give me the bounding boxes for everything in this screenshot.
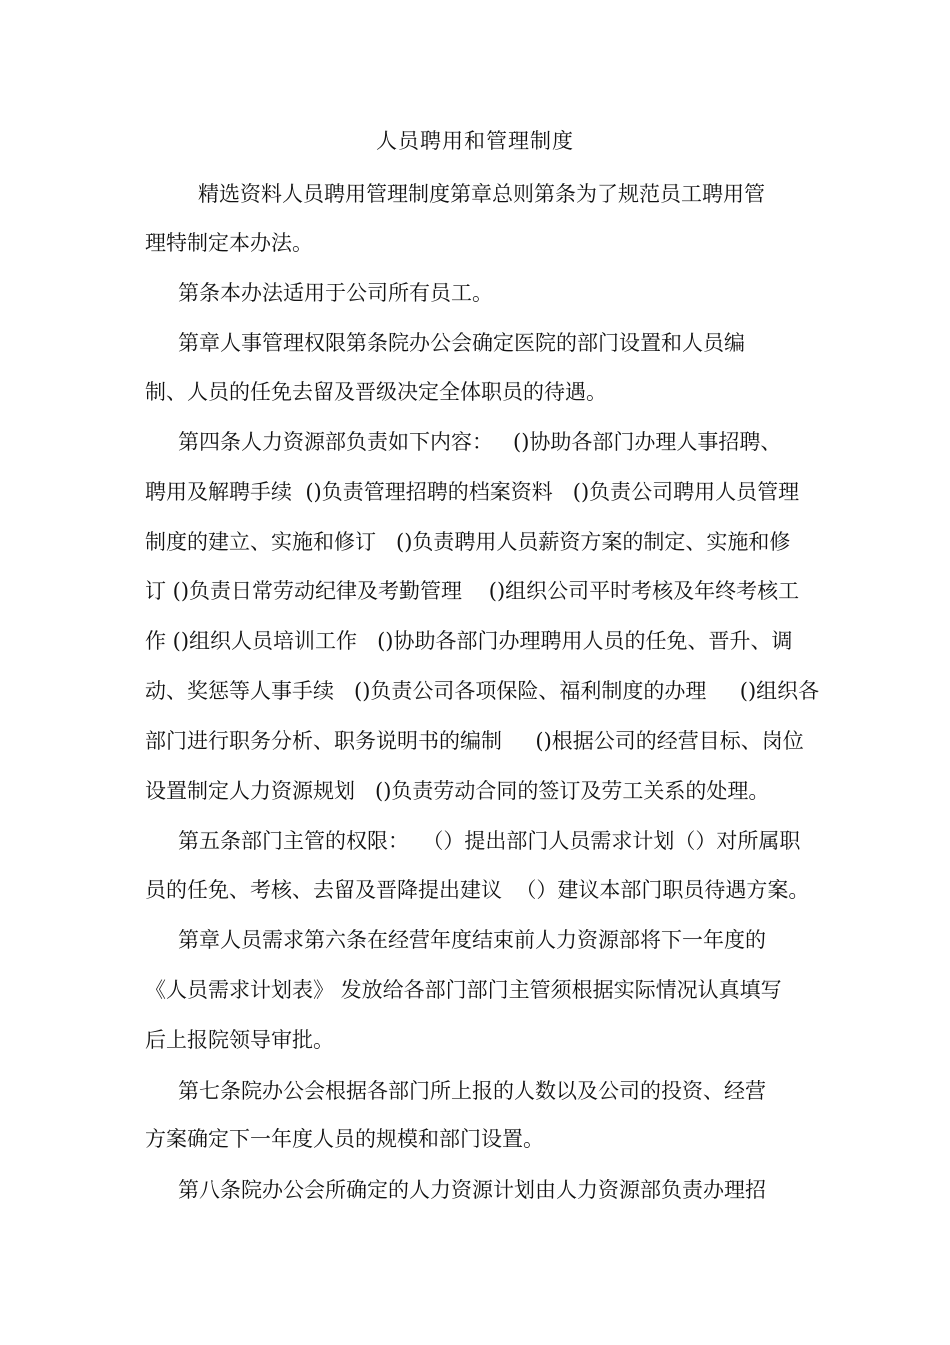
paragraph-line: 理特制定本办法。 <box>145 231 313 255</box>
paragraph-line: 制度的建立、实施和修订 ()负责聘用人员薪资方案的制定、实施和修 <box>145 530 791 554</box>
paragraph-line: 第五条部门主管的权限： （）提出部门人员需求计划（）对所属职 <box>178 829 801 853</box>
paragraph-line: 方案确定下一年度人员的规模和部门设置。 <box>145 1127 544 1151</box>
paragraph-line: 订 ()负责日常劳动纪律及考勤管理 ()组织公司平时考核及年终考核工 <box>145 579 800 603</box>
paragraph-line: 动、奖惩等人事手续 ()负责公司各项保险、福利制度的办理 ()组织各 <box>145 679 820 703</box>
paragraph-line: 精选资料人员聘用管理制度第章总则第条为了规范员工聘用管 <box>198 182 765 206</box>
document-title: 人员聘用和管理制度 <box>376 129 574 153</box>
paragraph-line: 制、人员的任免去留及晋级决定全体职员的待遇。 <box>145 380 607 404</box>
paragraph-line: 第七条院办公会根据各部门所上报的人数以及公司的投资、经营 <box>178 1079 766 1103</box>
paragraph-line: 第章人事管理权限第条院办公会确定医院的部门设置和人员编 <box>178 331 745 355</box>
paragraph-line: 作 ()组织人员培训工作 ()协助各部门办理聘用人员的任免、晋升、调 <box>145 629 793 653</box>
paragraph-line: 后上报院领导审批。 <box>145 1028 334 1052</box>
paragraph-line: 聘用及解聘手续 ()负责管理招聘的档案资料 ()负责公司聘用人员管理 <box>145 480 800 504</box>
paragraph-line: 第章人员需求第六条在经营年度结束前人力资源部将下一年度的 <box>178 928 766 952</box>
paragraph-line: 第八条院办公会所确定的人力资源计划由人力资源部负责办理招 <box>178 1178 766 1202</box>
paragraph-line: 《人员需求计划表》 发放给各部门部门主管须根据实际情况认真填写 <box>145 978 782 1002</box>
paragraph-line: 员的任免、考核、去留及晋降提出建议 （）建议本部门职员待遇方案。 <box>145 878 810 902</box>
paragraph-line: 第四条人力资源部负责如下内容： ()协助各部门办理人事招聘、 <box>178 430 782 454</box>
paragraph-line: 设置制定人力资源规划 ()负责劳动合同的签订及劳工关系的处理。 <box>145 779 770 803</box>
paragraph-line: 部门进行职务分析、职务说明书的编制 ()根据公司的经营目标、岗位 <box>145 729 804 753</box>
paragraph-line: 第条本办法适用于公司所有员工。 <box>178 281 493 305</box>
